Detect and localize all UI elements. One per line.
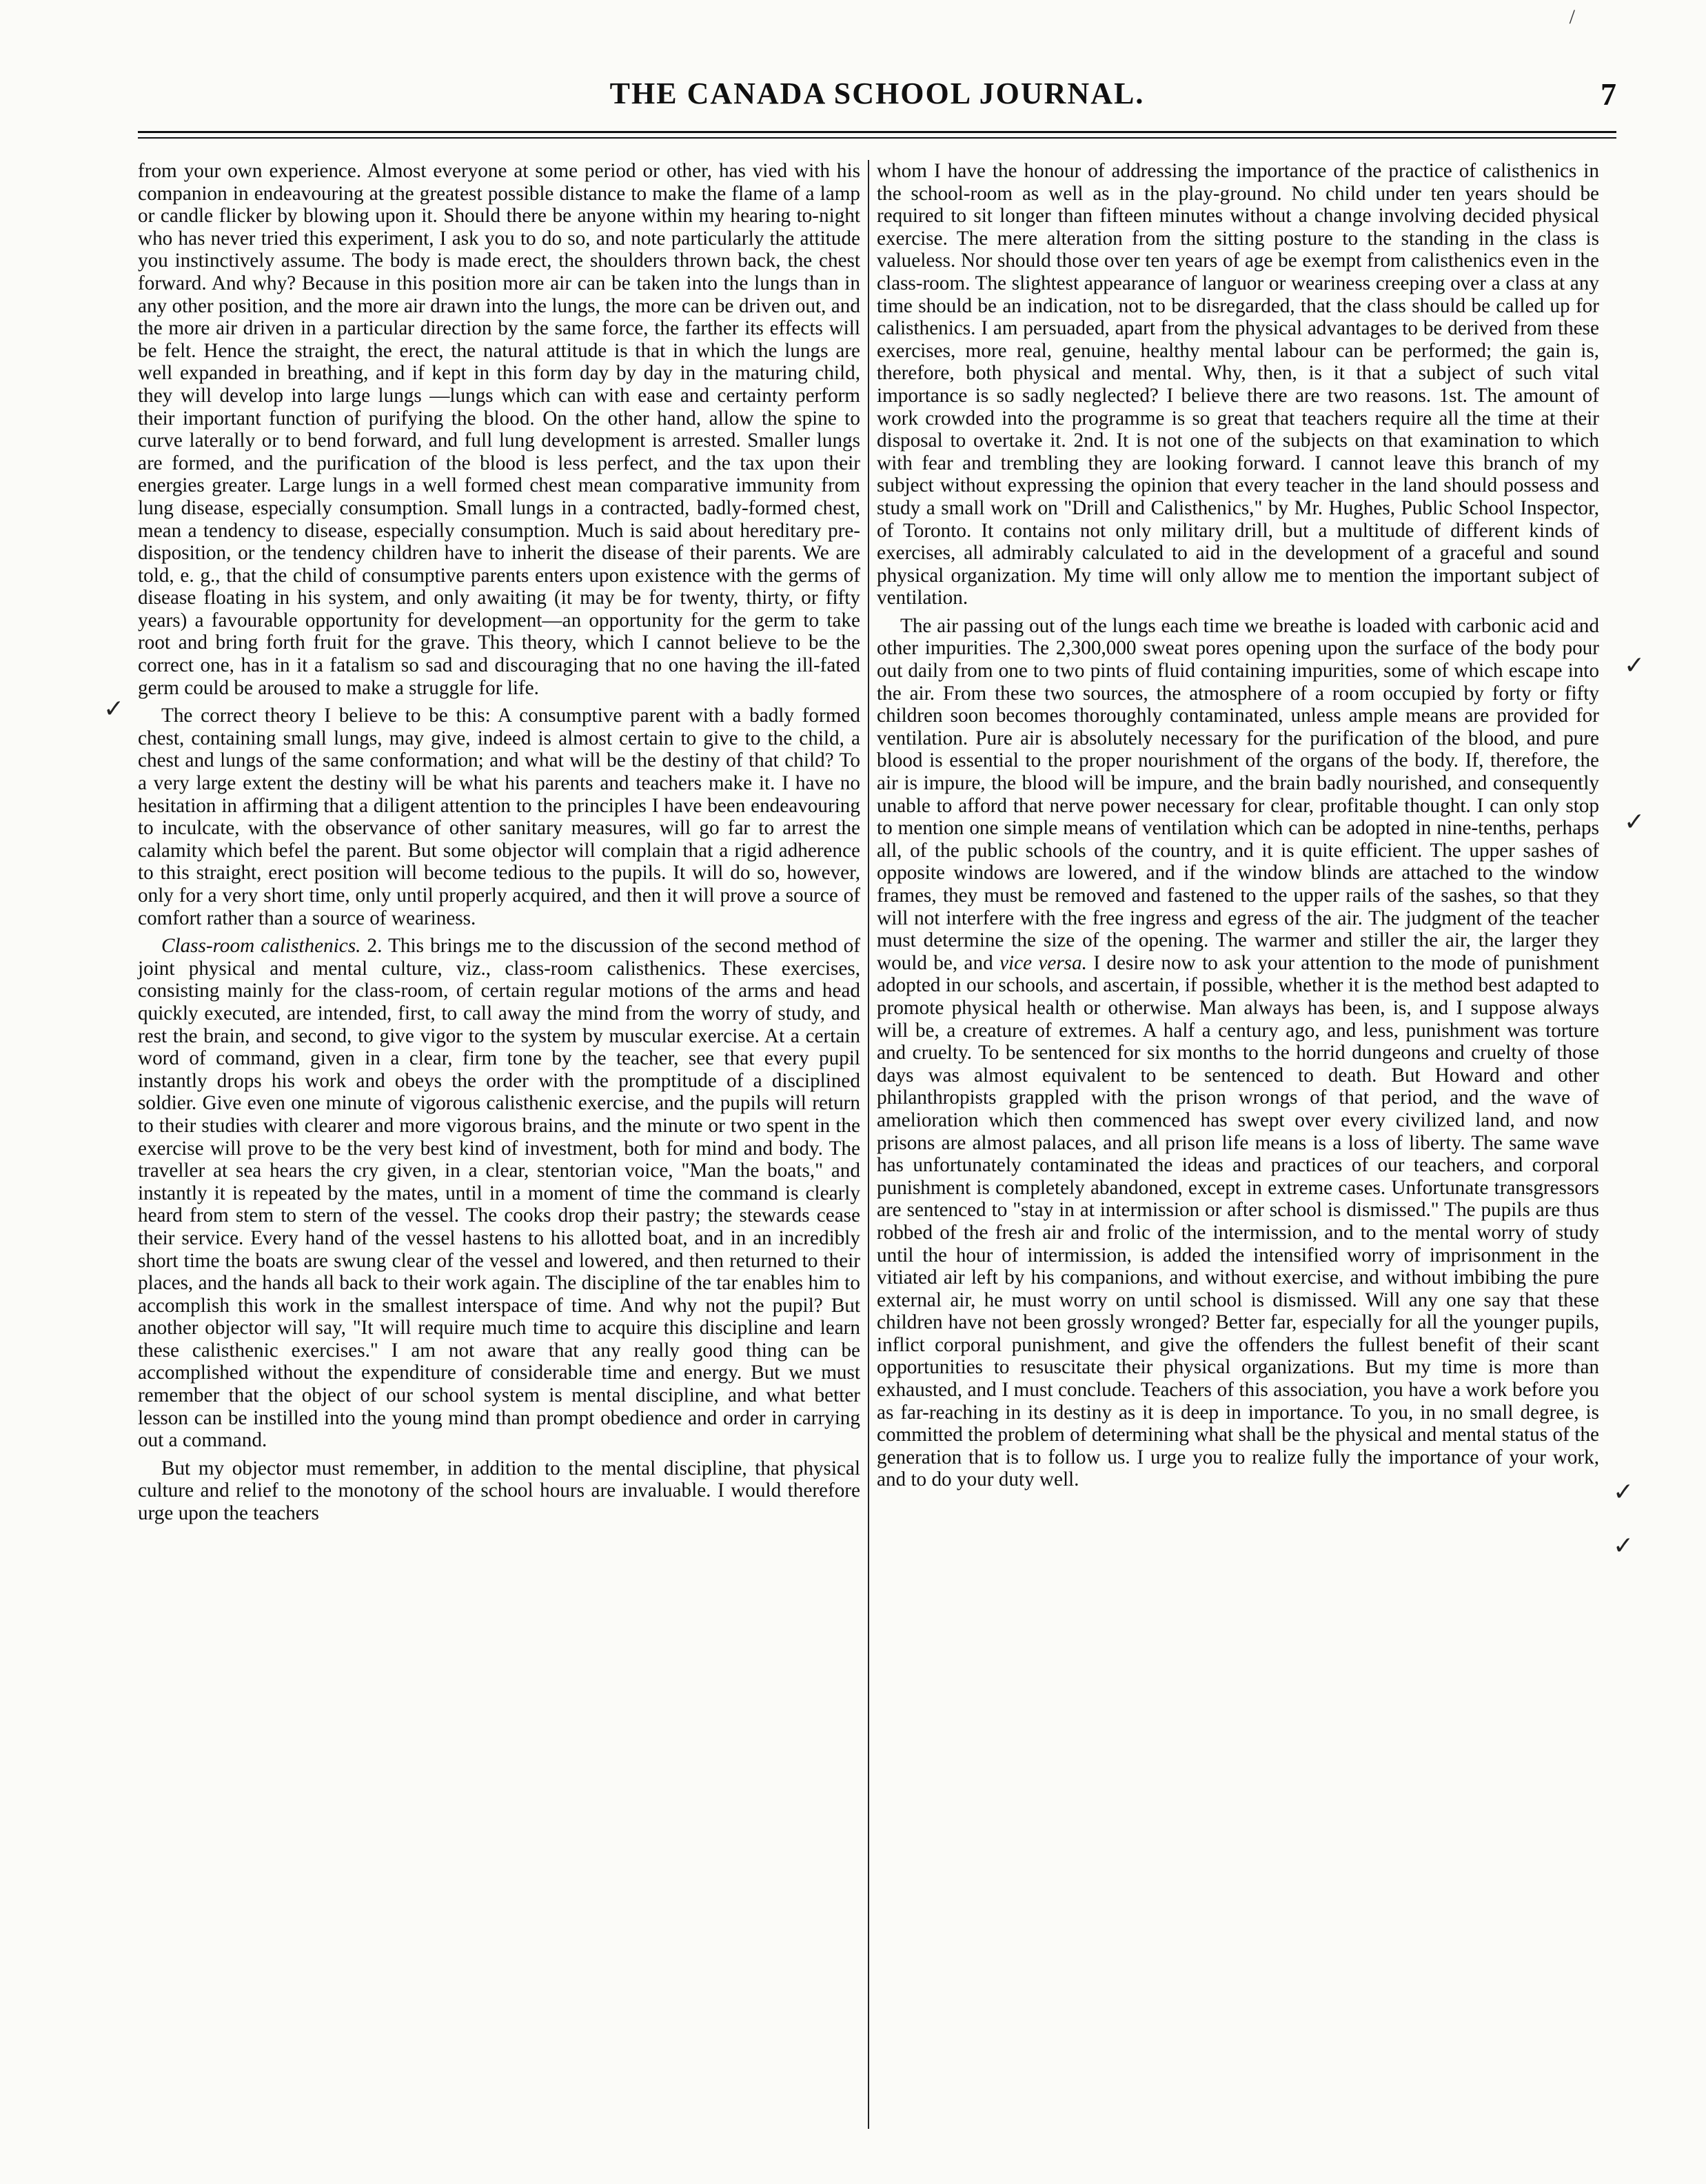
left-paragraph-3: [138, 935, 860, 1452]
header-rule-secondary: [138, 137, 1616, 139]
check-mark-icon: ✓: [1624, 808, 1645, 836]
check-mark-icon: ✓: [1624, 651, 1645, 680]
right-paragraph-2a: The air passing out of the lungs each time we breathe is loaded with carbonic acid and other impurities. The 2,300,000 sweat pores opening upon the surface of the body pour out daily from one to two pints of fluid containing impurities, some of which escape into the air. From these two sources, the atmosphere of a room occupied by forty or fifty children soon becomes thoroughly contaminated, unless ample means are provided for ventilation. Pure air is absolutely necessary for the purification of the blood, and pure blood is essential to the proper nourishment of the organs of the body. If, therefore, the air is impure, the blood will be impure, and the brain badly nourished, and consequently unable to afford that nerve power necessary for clear, profitable thought. I can only stop to mention one simple means of ventilation which can be adopted in nine-tenths, perhaps all, of the public schools of the country, and it is quite efficient. The upper sashes of opposite windows are lowered, and if the window blinds are attached to the window frames, they must be removed and fastened to the upper rails of the sashes, so that they will not interfere with the free ingress and egress of the air. The judgment of the teacher must determine the size of the opening. The warmer and stiller the air, the larger they would be, and: [877, 614, 1599, 974]
left-paragraph-2: The correct theory I believe to be this: A consumptive parent with a badly formed chest, containing small lungs, may give, indeed is almost certain to give to the child, a chest and lungs of the same conformation; and what will be the destiny of that child? To a very large extent the destiny will be what his parents and teachers make it. I have no hesitation in affirming that a diligent attention to the principles I have been endeavouring to inculcate, with the observance of other sanitary measures, will go far to arrest the calamity which befel the parent. But some objector will complain that a rigid adherence to this straight, erect position will become tedious to the pupils. It will do so, however, only for a very short time, only until properly acquired, and then it will prove a source of comfort rather than a source of weariness.: [138, 705, 860, 929]
header-rule: [138, 131, 1616, 133]
journal-title: THE CANADA SCHOOL JOURNAL.: [609, 77, 1145, 110]
check-mark-icon: ✓: [1613, 1532, 1634, 1560]
right-paragraph-2b: I desire now to ask your attention to the mode of punishment adopted in our schools, and ascertain, if possible, whether it is the method best adapted to promote physical health or otherwise. Man always has been, is, and I suppose always will be, a creature of extremes. A half a century ago, and less, punishment was torture and cruelty. To be sentenced for six months to the horrid dungeons and cruelty of those days was almost equivalent to be sentenced to death. But Howard and other philanthropists grappled with the prison wrongs of that period, and the wave of amelioration which then commenced has swept over every civilized land, and now prisons are almost palaces, and all prison life means is a loss of liberty. The same wave has unfortunately contaminated the ideas and practices of our teachers, and corporal punishment is completely abandoned, except in extreme cases. Unfortunate transgressors are sentenced to "stay in at intermission or after school is dismissed." The pupils are thus robbed of the fresh air and frolic of the intermission, and to the mental worry of study until the hour of intermission, is added the intensified worry of imprisonment in the vitiated air left by his companions, and without exercise, and without imbibing the pure external air, he must worry on until school is dismissed. Will any one say that these children have not been grossly wronged? Better far, especially for all the younger pupils, inflict corporal punishment, and give the offenders the fullest benefit of their scant opportunities to resuscitate their physical organizations. But my time is more than exhausted, and I must conclude. Teachers of this association, you have a work before you as far-reaching in its destiny as it is deep in importance. To you, in no small degree, is committed the problem of determining what shall be the physical and mental status of the generation that is to follow us. I urge you to realize fully the importance of your work, and to do your duty well.: [877, 951, 1599, 1491]
vice-versa-italic: vice versa.: [999, 951, 1087, 974]
check-mark-icon: ✓: [1613, 1478, 1634, 1506]
right-column: [877, 160, 1599, 2143]
left-paragraph-4: But my objector must remember, in addition to the mental discipline, that physical culture and relief to the monotony of the school hours are invaluable. I would therefore urge upon the teachers: [138, 1457, 860, 1525]
page-header: [138, 76, 1616, 117]
article-body: [138, 160, 1616, 2143]
section-heading-calisthenics: Class-room calisthenics.: [161, 935, 361, 958]
right-paragraph-2: [877, 615, 1599, 1491]
page-number: 7: [1601, 77, 1616, 112]
check-mark-icon: ✓: [103, 695, 125, 723]
left-paragraph-3-text: 2. This brings me to the discussion of the second method of joint physical and mental culture, viz., class-room calisthenics. These exercises, consisting mainly for the class-room, of certain regular motions of the arms and head quickly executed, are intended, first, to call away the mind from the worry of study, and rest the brain, and second, to give vigor to the system by muscular exercise. At a certain word of command, given in a clear, firm tone by the teacher, see that every pupil instantly drops his work and obeys the order with the promptitude of a disciplined soldier. Give even one minute of vigorous calisthenic exercise, and the pupils will return to their studies with clearer and more vigorous brains, and the minute or two spent in the exercise will prove to be the very best kind of investment, both for mind and body. The traveller at sea hears the cry given, in a clear, stentorian voice, "Man the boats," and instantly it is repeated by the mates, until in a moment of time the command is clearly heard from stem to stern of the vessel. The cooks drop their pastry; the stewards cease their service. Every hand of the vessel hastens to his allotted boat, and in an incredibly short time the boats are swung clear of the vessel and lowered, and then returned to their places, and the hands all back to their work again. The discipline of the tar enables him to accomplish this work in the smallest interspace of time. And why not the pupil? But another objector will say, "It will require much time to acquire this discipline and learn these calisthenic exercises." I am not aware that any really good thing can be accomplished without the expenditure of considerable time and energy. But we must remember that the object of our school system is mental discipline, and what better lesson can be instilled into the young mind than prompt obedience and order in carrying out a command.: [138, 935, 860, 1452]
left-column: [138, 160, 860, 2143]
left-paragraph-1: from your own experience. Almost everyone at some period or other, has vied with his companion in endeavouring at the greatest possible distance to make the flame of a lamp or candle flicker by blowing upon it. Should there be anyone within my hearing to-night who has never tried this experiment, I ask you to do so, and note particularly the attitude you instinctively assume. The body is made erect, the shoulders thrown back, the chest forward. And why? Because in this position more air can be taken into the lungs than in any other position, and the more air drawn into the lungs, the more can be driven out, and the more air driven in a particular direction by the same force, the farther its effects will be felt. Hence the straight, the erect, the natural attitude is that in which the lungs are well expanded in breathing, and if kept in this form day by day in the maturing child, they will develop into large lungs —lungs which can with ease and certainty perform their important function of purifying the blood. On the other hand, allow the spine to curve laterally or to bend forward, and full lung development is arrested. Smaller lungs are formed, and the purification of the blood is less perfect, and the tax upon their energies greater. Large lungs in a well formed chest mean comparative immunity from lung disease, especially consumption. Small lungs in a contracted, badly-formed chest, mean a tendency to disease, especially consumption. Much is said about hereditary pre-disposition, or the tendency children have to inherit the disease of their parents. We are told, e. g., that the child of consumptive parents enters upon existence with the germs of disease floating in his system, and only awaiting (it may be for twenty, thirty, or fifty years) a favourable opportunity for development—an opportunity for the germ to take root and bring forth fruit for the grave. This theory, which I cannot believe to be the correct one, has in it a fatalism so sad and discouraging that no one having the ill-fated germ could be aroused to make a struggle for life.: [138, 160, 860, 699]
column-divider: [868, 160, 869, 2129]
right-paragraph-1: whom I have the honour of addressing the importance of the practice of calisthenics in the school-room as well as in the play-ground. No child under ten years should be required to sit longer than fifteen minutes without a change involving decided physical exercise. The mere alteration from the sitting posture to the standing in the class is valueless. Nor should those over ten years of age be exempt from calisthenics even in the class-room. The slightest appearance of languor or weariness creeping over a class at any time should be an indication, not to be disregarded, that the class should be called up for calisthenics. I am persuaded, apart from the physical advantages to be derived from these exercises, more real, genuine, healthy mental labour can be performed; the gain is, therefore, both physical and mental. Why, then, is it that a subject of such vital importance is so sadly neglected? I believe there are two reasons. 1st. The amount of work crowded into the programme is so great that teachers require all the time at their disposal to overtake it. 2nd. It is not one of the subjects on that examination to which with fear and trembling they are looking forward. I cannot leave this branch of my subject without expressing the opinion that every teacher in the land should possess and study a small work on "Drill and Calisthenics," by Mr. Hughes, Public School Inspector, of Toronto. It contains not only military drill, but a multitude of different kinds of exercises, all admirably calculated to aid in the development of a graceful and sound physical organization. My time will only allow me to mention the important subject of ventilation.: [877, 160, 1599, 609]
corner-pencil-mark: /: [1569, 6, 1575, 28]
